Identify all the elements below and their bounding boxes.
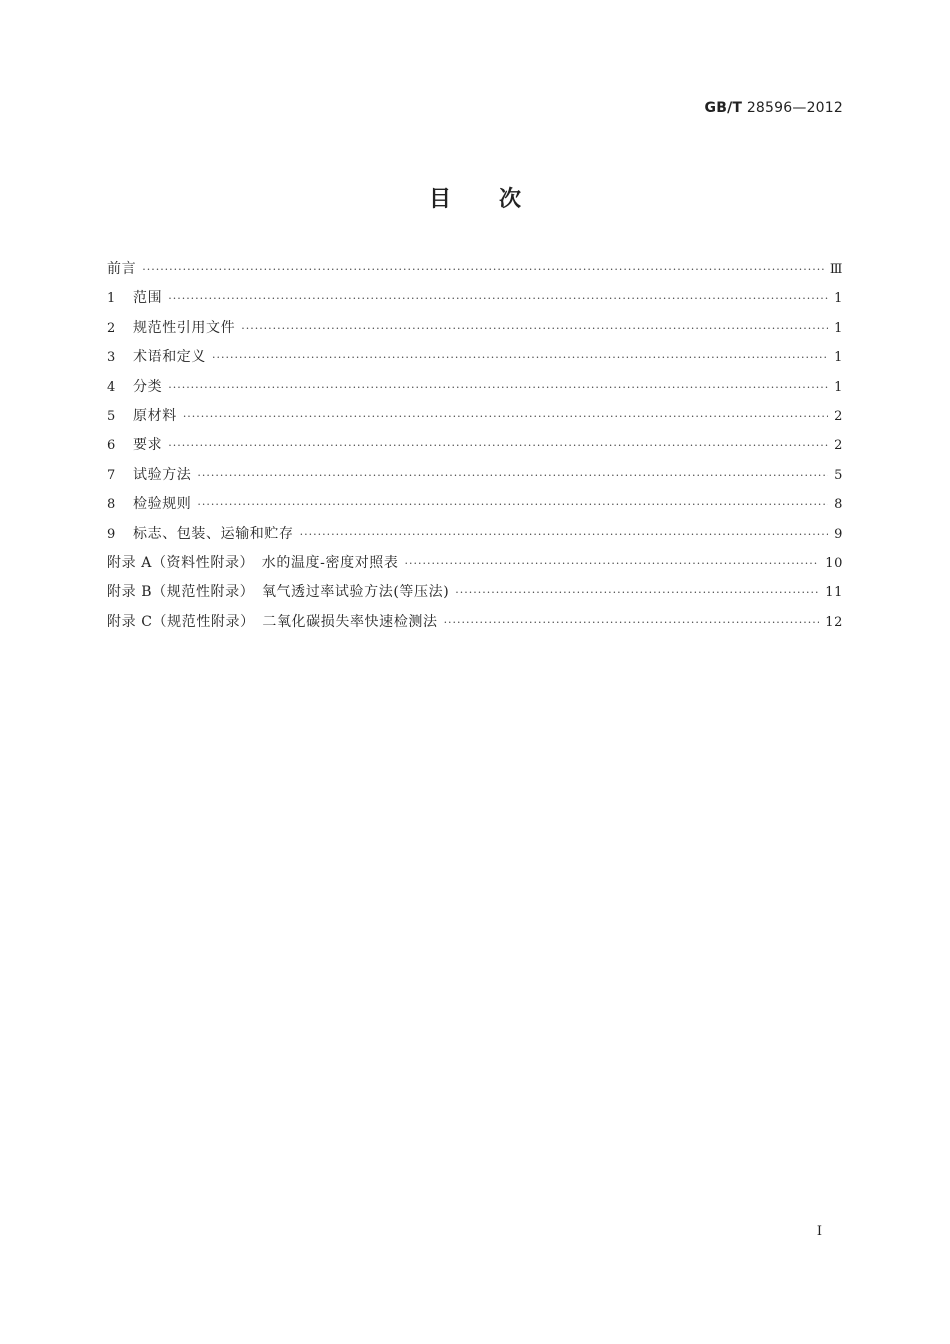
toc-leader [300,528,829,541]
toc-label: 检验规则 [133,496,192,513]
toc-number: 7 [107,467,116,483]
toc-item-7[interactable] [107,464,843,493]
toc-leader [183,410,828,423]
standard-prefix: GB/T [704,100,743,116]
toc-leader [444,616,820,629]
toc-leader [241,322,828,335]
toc-page: Ⅲ [829,262,843,277]
toc-leader [197,498,828,511]
toc-page: 9 [834,526,843,542]
toc-page: 1 [834,291,843,307]
toc-page: 12 [825,614,843,630]
toc-item-4[interactable] [107,376,843,405]
toc-label: 规范性引用文件 [133,319,236,336]
toc-item-annex-b[interactable] [107,581,843,610]
table-of-contents [107,258,843,640]
toc-item-8[interactable] [107,493,843,522]
toc-label: 要求 [133,437,163,454]
toc-item-annex-a[interactable] [107,552,843,581]
toc-leader [168,439,828,452]
toc-label: 分类 [133,378,163,395]
toc-item-3[interactable] [107,346,843,375]
toc-item-1[interactable] [107,287,843,316]
toc-label: 原材料 [133,407,177,424]
toc-item-2[interactable] [107,317,843,346]
toc-item-6[interactable] [107,434,843,463]
toc-number: 6 [107,438,116,454]
toc-leader [455,586,819,599]
toc-item-5[interactable] [107,405,843,434]
toc-leader [168,292,828,305]
toc-number: 5 [107,408,116,424]
toc-page: 1 [834,320,843,336]
toc-page: 8 [834,497,843,513]
toc-label: 标志、包装、运输和贮存 [133,525,294,542]
toc-page: 1 [834,350,843,366]
toc-item-foreword[interactable] [107,258,843,287]
toc-number: 3 [107,350,116,366]
standard-number: 28596—2012 [746,100,843,116]
toc-label: 附录 C（规范性附录） 二氧化碳损失率快速检测法 [107,613,438,630]
toc-page: 11 [825,585,843,601]
toc-page: 5 [834,467,843,483]
toc-label: 前言 [107,261,137,277]
toc-number: 9 [107,526,116,542]
toc-item-annex-c[interactable] [107,611,843,640]
toc-leader [197,469,828,482]
toc-label: 试验方法 [133,466,192,483]
toc-label: 范围 [133,290,163,307]
toc-label: 术语和定义 [133,349,206,366]
toc-leader [168,381,828,394]
toc-number: 1 [107,291,116,307]
toc-leader [405,557,820,570]
toc-item-9[interactable] [107,523,843,552]
toc-page: 1 [834,379,843,395]
toc-leader [212,351,828,364]
toc-page: 10 [825,555,843,571]
page-number: I [816,1224,822,1239]
toc-number: 4 [107,379,116,395]
toc-leader [142,263,824,276]
standard-code [705,100,843,116]
toc-page: 2 [834,408,843,424]
toc-number: 8 [107,497,116,513]
toc-page: 2 [834,438,843,454]
toc-label: 附录 B（规范性附录） 氧气透过率试验方法(等压法) [107,584,450,601]
page-title: 目次 [428,187,569,212]
toc-number: 2 [107,320,116,336]
toc-label: 附录 A（资料性附录） 水的温度-密度对照表 [107,554,399,571]
